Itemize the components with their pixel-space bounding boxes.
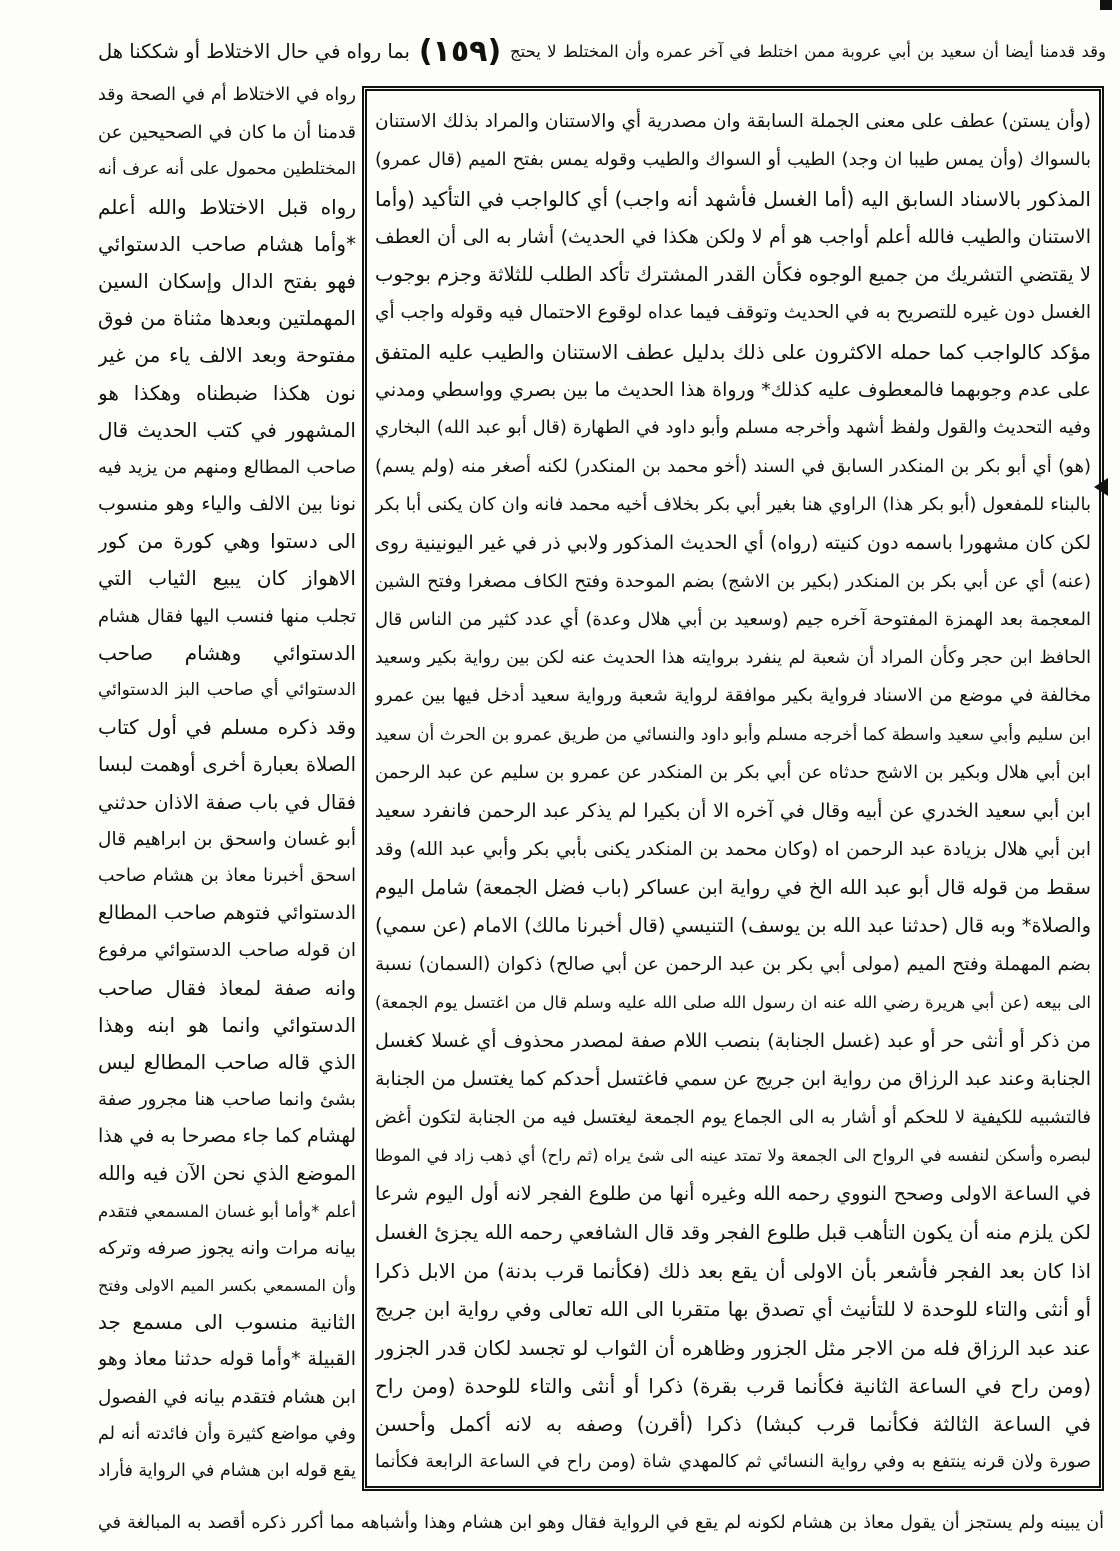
commentary-line: (وأن يستن) عطف على معنى الجملة السابقة وان مصدرية أي والاستنان والمراد بذلك الاستنان [375, 111, 1091, 132]
commentary-line: سقط من قوله قال أبو عبد الله الخ في رواية ابن عساكر (باب فضل الجمعة) شامل اليوم [375, 875, 1091, 899]
margin-note-line: اسحق أخبرنا معاذ بن هشام صاحب [98, 865, 356, 886]
commentary-line: لكن يلزم منه أن يكون التأهب قبل طلوع الفجر وقد قال الشافعي رحمه الله يجزئ الغسل [375, 1220, 1091, 1244]
commentary-line: بضم المهملة وفتح الميم (مولى أبي بكر بن عبد الرحمن عن أبي صالح) ذكوان (السمان) نسبة [375, 953, 1091, 975]
margin-note-line: مفتوحة وبعد الالف ياء من غير [98, 343, 356, 368]
commentary-line: ابن سليم وأبي سعيد واسطة كما أخرجه مسلم وأبو داود والنسائي من طريق عمرو بن الحرث أن سعيد [375, 724, 1091, 745]
commentary-frame [362, 86, 1104, 1491]
margin-note-line: نونا بين الالف والياء وهو منسوب [98, 493, 356, 516]
commentary-line: لبصره وأسكن لنفسه في الرواح الى الجمعة ولا تمتد عينه الى شئ يراه (ثم راح) أي ذهب زاد في الموطا [375, 1146, 1091, 1166]
commentary-line: مخالفة في موضع من الاسناد فرواية بكير موافقة لرواية شعبة ورواية سعيد أدخل فيها بين عمرو [375, 685, 1091, 707]
commentary-line: الاستنان والطيب فالله أعلم أواجب هو أم لا ولكن هكذا في الحديث) أشار به الى أن العطف [375, 225, 1091, 248]
margin-note-line: فهو بفتح الدال وإسكان السين [98, 268, 356, 293]
commentary-line: أو أنثى والتاء للوحدة لا للتأنيث أي تصدق بها متقربا الى الله تعالى وفي رواية ابن جريج [375, 1297, 1091, 1322]
margin-note-line: أبو غسان واسحق بن ابراهيم قال [98, 828, 356, 850]
commentary-line: المعجمة بعد الهمزة المفتوحة آخره جيم (وسعيد بن أبي هلال وعدة) أي عدد كثير من الناس قال [375, 608, 1091, 630]
margin-note-line: رواه في الاختلاط أم في الصحة وقد [98, 85, 356, 105]
running-footer-line: أن يبينه ولم يستجز أن يقول معاذ بن هشام لكونه لم يقع في الرواية فقال وهو ابن هشام وهذا وأشباهه مما أكرر ذكره أقصد به المبالغة في [98, 1513, 1104, 1533]
commentary-line: عند عبد الرزاق فله من الاجر مثل الجزور وظاهره أن الثواب لو تجسد لكان قدر الجزور [375, 1335, 1091, 1360]
commentary-line: اذا كان بعد الفجر فأشعر بأن الاولى أن يقع بعد ذلك (فكأنما قرب بدنة) من الابل ذكرا [375, 1258, 1091, 1283]
margin-note-line: وأن المسمعي بكسر الميم الاولى وفتح [98, 1276, 356, 1295]
margin-note-line: الدستوائي أي صاحب البز الدستوائي [98, 680, 356, 700]
margin-note-line: الدستوائي فتوهم صاحب المطالع [98, 902, 356, 925]
commentary-line: ابن أبي هلال وبكير بن الاشج حدثاه عن أبي بكر بن المنكدر عن عمرو بن سليم عن عبد الرحمن [375, 762, 1091, 784]
scan-corner-mark [1100, 0, 1112, 10]
margin-note-line: تجلب منها فنسب اليها فقال هشام [98, 605, 356, 627]
margin-note-line: المهملتين وبعدها مثناة من فوق [98, 306, 356, 331]
commentary-line: ابن أبي سعيد الخدري عن أبيه وقال في آخره الا أن بكيرا لم يذكر عبد الرحمن فانفرد سعيد [375, 800, 1091, 823]
commentary-line: الغسل دون غيره للتصريح به في الحديث وتوقف فيما عداه لوقوع الاحتمال فيه وقوله واجب أي [375, 302, 1091, 324]
margin-note-line: الدستوائي وهشام صاحب [98, 640, 356, 665]
margin-note-line: وقد ذكره مسلم في أول كتاب [98, 715, 356, 740]
commentary-line: بالسواك (وأن يمس طيبا ان وجد) الطيب أو السواك والطيب وقوله يمس بفتح الميم (قال عمرو) [375, 149, 1091, 171]
margin-note-line: ابن هشام فتقدم بيانه في الفصول [98, 1386, 356, 1408]
margin-note-line: المشهور في كتب الحديث قال [98, 417, 356, 442]
margin-note-line: المختلطين محمول على أنه عرف أنه [98, 159, 356, 180]
margin-note-line: *وأما هشام صاحب الدستوائي [98, 231, 356, 256]
commentary-text [375, 103, 1091, 1482]
margin-note-line: وانه صفة لمعاذ فقال صاحب [98, 975, 356, 1000]
commentary-line: في الساعة الثالثة فكأنما قرب كبشا) ذكرا (أقرن) وصفه به لانه أكمل وأحسن [375, 1412, 1091, 1437]
margin-note-line: صاحب المطالع ومنهم من يزيد فيه [98, 456, 356, 478]
margin-note-line: بيانه مرات وانه يجوز صرفه وتركه [98, 1237, 356, 1259]
margin-note-line: رواه قبل الاختلاط والله أعلم [98, 194, 356, 219]
commentary-line: من ذكر أو أنثى حر أو عبد (غسل الجنابة) بنصب اللام صفة لمصدر محذوف أي غسلا كغسل [375, 1030, 1091, 1053]
margin-note-line: الاهواز كان يبيع الثياب التي [98, 566, 356, 591]
running-header [98, 30, 1106, 74]
margin-note-line: الدستوائي وانما هو ابنه وهذا [98, 1012, 356, 1037]
commentary-line: (عنه) أي عن أبي بكر بن المنكدر (بكير بن الاشج) بضم الموحدة وفتح الكاف مصغرا وفتح الشين [375, 570, 1091, 592]
commentary-line: لا يقتضي التشريك من جميع الوجوه فكأن القدر المشترك تأكد الطلب للثلاثة وجزم بوجوب [375, 263, 1091, 287]
commentary-line: بالبناء للمفعول (أبو بكر هذا) الراوي هنا بغير أبي بكر بخلاف أخيه محمد فانه وان كان يكنى أبا بكر [375, 493, 1091, 515]
margin-note-line: الذي قاله صاحب المطالع ليس [98, 1049, 356, 1074]
commentary-line: وفيه التحديث والقول ولفظ أشهد وأخرجه مسلم وأبو داود في الطهارة (قال أبو عبد الله) البخاري [375, 417, 1091, 439]
commentary-line: الجنابة وعند عبد الرزاق من رواية ابن جريج عن سمي فاغتسل أحدكم كما يغتسل من الجنابة [375, 1068, 1091, 1091]
margin-note-line: وفي مواضع كثيرة وأن فائدته أنه لم [98, 1423, 356, 1444]
commentary-line: على عدم وجوبهما فالمعطوف عليه كذلك* ورواة هذا الحديث ما بين بصري وواسطي ومدني [375, 379, 1091, 402]
header-text-left: بما رواه في حال الاختلاط أو شككنا هل [98, 40, 410, 63]
margin-column [98, 77, 356, 1490]
margin-note-line: قدمنا أن ما كان في الصحيحين عن [98, 122, 356, 144]
commentary-line: فالتشبيه للكيفية لا للحكم أو أشار به الى الجماع يوم الجمعة ليغتسل فيه من الجنابة لتكون أغض [375, 1106, 1091, 1128]
margin-marker-icon [1094, 478, 1108, 496]
commentary-line: المذكور بالاسناد السابق اليه (أما الغسل فأشهد أنه واجب) أي كالواجب في التأكيد (وأما [375, 186, 1091, 211]
margin-note-line: ان قوله صاحب الدستوائي مرفوع [98, 940, 356, 962]
margin-note-line: بشئ وانما صاحب هنا مجرور صفة [98, 1089, 356, 1111]
margin-note-line: نون هكذا ضبطناه وهكذا هو [98, 380, 356, 405]
commentary-line: (ومن راح في الساعة الثانية فكأنما قرب بقرة) ذكرا أو أنثى والتاء للوحدة (ومن راح [375, 1373, 1091, 1398]
header-text-right: وقد قدمنا أيضا أن سعيد بن أبي عروبة ممن اختلط في آخر عمره وأن المختلط لا يحتج [510, 42, 1106, 61]
commentary-line: والصلاة* وبه قال (حدثنا عبد الله بن يوسف) التنيسي (قال أخبرنا مالك) الامام (عن سمي) [375, 914, 1091, 938]
margin-note-line: القبيلة *وأما قوله حدثنا معاذ وهو [98, 1348, 356, 1371]
margin-note-line: الصلاة بعبارة أخرى أوهمت لبسا [98, 753, 356, 777]
margin-note-line: أعلم *وأما أبو غسان المسمعي فتقدم [98, 1201, 356, 1221]
commentary-line: لكن كان مشهورا باسمه دون كنيته (رواه) أي الحديث المذكور ولابي ذر في غير اليونينية روى [375, 532, 1091, 555]
commentary-line: (هو) أي أبو بكر بن المنكدر السابق في السند (أخو محمد بن المنكدر) لكنه أصغر منه (ولم يسم) [375, 455, 1091, 477]
commentary-line: الى بيعه (عن أبي هريرة رضي الله عنه ان رسول الله صلى الله عليه وسلم قال من اغتسل يوم الجمعة) [375, 992, 1091, 1012]
margin-note-line: فقال في باب صفة الاذان حدثني [98, 790, 356, 814]
commentary-line: مؤكد كالواجب كما حمله الاكثرون على ذلك بدليل عطف الاستنان والطيب عليه المتفق [375, 339, 1091, 364]
commentary-line: الحافظ ابن حجر وكأن المراد أن شعبة لم ينفرد بروايته هذا الحديث عنه لكن بين رواية بكير وسعيد [375, 648, 1091, 669]
margin-note-line: الموضع الذي نحن الآن فيه والله [98, 1162, 356, 1186]
margin-note-line: الى دستوا وهي كورة من كور [98, 529, 356, 554]
margin-note-line: يقع قوله ابن هشام في الرواية فأراد [98, 1460, 356, 1481]
margin-note-line: الثانية منسوب الى مسمع جد [98, 1310, 356, 1335]
commentary-line: في الساعة الاولى وصحح النووي رحمه الله وغيره أنها من طلوع الفجر لانه أول اليوم شرعا [375, 1183, 1091, 1206]
margin-note-line: لهشام كما جاء مصرحا به في هذا [98, 1125, 356, 1148]
commentary-line: ابن أبي هلال بزيادة عبد الرحمن اه (وكان محمد بن المنكدر يكنى بأبي بكر وأبي عبد الله) وقد [375, 838, 1091, 860]
page-number: (١٥٩) [418, 34, 502, 69]
commentary-line: صورة ولان قرنه ينتفع به وفي رواية النسائي ثم كالمهدي شاة (ومن راح في الساعة الرابعة فكأنما [375, 1452, 1091, 1473]
